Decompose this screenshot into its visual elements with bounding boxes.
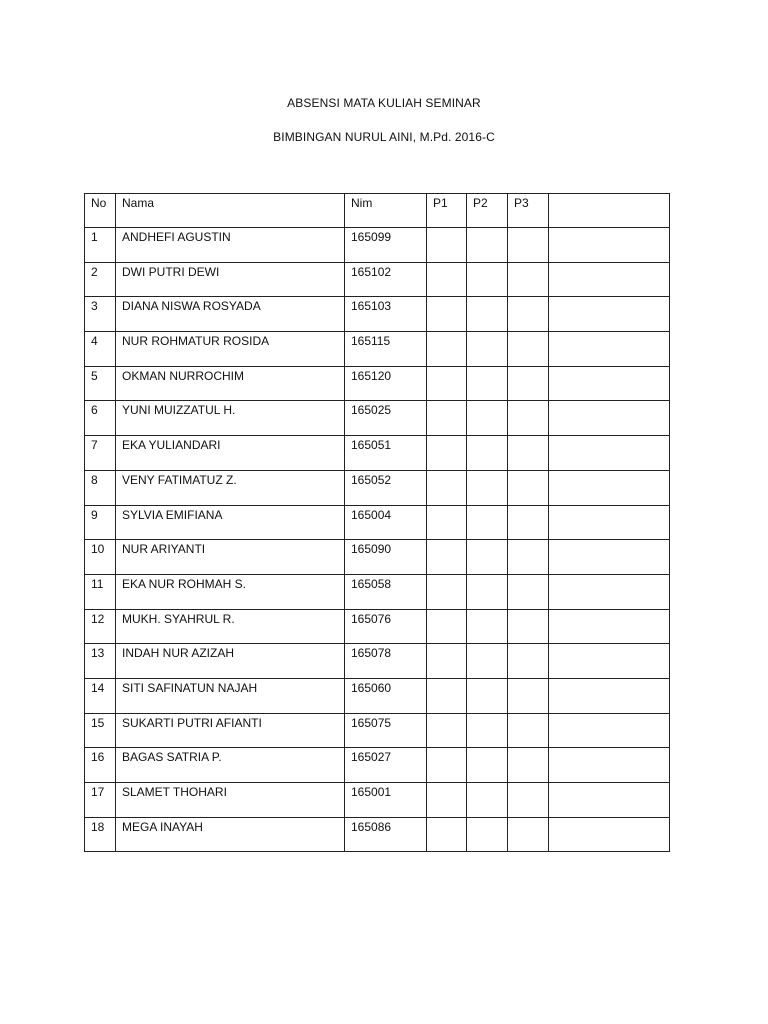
p1-attendance-cell bbox=[427, 713, 467, 748]
p3-attendance-cell bbox=[508, 574, 549, 609]
student-name-cell: DIANA NISWA ROSYADA bbox=[116, 297, 345, 332]
blank-cell bbox=[549, 540, 670, 575]
p2-attendance-cell bbox=[467, 748, 508, 783]
row-number-cell: 4 bbox=[85, 332, 116, 367]
p1-attendance-cell bbox=[427, 817, 467, 852]
p3-attendance-cell bbox=[508, 748, 549, 783]
p1-attendance-cell bbox=[427, 332, 467, 367]
table-row bbox=[85, 366, 670, 401]
p1-attendance-cell bbox=[427, 505, 467, 540]
student-name-cell: BAGAS SATRIA P. bbox=[116, 748, 345, 783]
table-row bbox=[85, 505, 670, 540]
header-p1: P1 bbox=[427, 194, 467, 228]
p3-attendance-cell bbox=[508, 817, 549, 852]
p1-attendance-cell bbox=[427, 228, 467, 263]
table-row bbox=[85, 644, 670, 679]
p1-attendance-cell bbox=[427, 366, 467, 401]
student-nim-cell: 165004 bbox=[345, 505, 427, 540]
p1-attendance-cell bbox=[427, 748, 467, 783]
p3-attendance-cell bbox=[508, 332, 549, 367]
table-header-row bbox=[85, 194, 670, 228]
p3-attendance-cell bbox=[508, 366, 549, 401]
p1-attendance-cell bbox=[427, 574, 467, 609]
blank-cell bbox=[549, 678, 670, 713]
header-p2: P2 bbox=[467, 194, 508, 228]
p2-attendance-cell bbox=[467, 366, 508, 401]
table-row bbox=[85, 609, 670, 644]
p2-attendance-cell bbox=[467, 817, 508, 852]
student-name-cell: INDAH NUR AZIZAH bbox=[116, 644, 345, 679]
row-number-cell: 5 bbox=[85, 366, 116, 401]
header-no: No bbox=[85, 194, 116, 228]
row-number-cell: 18 bbox=[85, 817, 116, 852]
header-p3: P3 bbox=[508, 194, 549, 228]
blank-cell bbox=[549, 228, 670, 263]
student-name-cell: ANDHEFI AGUSTIN bbox=[116, 228, 345, 263]
p3-attendance-cell bbox=[508, 505, 549, 540]
p3-attendance-cell bbox=[508, 470, 549, 505]
student-nim-cell: 165060 bbox=[345, 678, 427, 713]
attendance-table bbox=[84, 193, 670, 852]
p1-attendance-cell bbox=[427, 436, 467, 471]
blank-cell bbox=[549, 436, 670, 471]
student-name-cell: DWI PUTRI DEWI bbox=[116, 262, 345, 297]
p3-attendance-cell bbox=[508, 262, 549, 297]
p1-attendance-cell bbox=[427, 783, 467, 818]
student-name-cell: SLAMET THOHARI bbox=[116, 783, 345, 818]
p2-attendance-cell bbox=[467, 505, 508, 540]
student-nim-cell: 165099 bbox=[345, 228, 427, 263]
p2-attendance-cell bbox=[467, 297, 508, 332]
p3-attendance-cell bbox=[508, 644, 549, 679]
table-row bbox=[85, 262, 670, 297]
student-nim-cell: 165115 bbox=[345, 332, 427, 367]
row-number-cell: 2 bbox=[85, 262, 116, 297]
table-row bbox=[85, 401, 670, 436]
p1-attendance-cell bbox=[427, 644, 467, 679]
student-nim-cell: 165058 bbox=[345, 574, 427, 609]
blank-cell bbox=[549, 505, 670, 540]
row-number-cell: 14 bbox=[85, 678, 116, 713]
student-nim-cell: 165075 bbox=[345, 713, 427, 748]
blank-cell bbox=[549, 748, 670, 783]
p3-attendance-cell bbox=[508, 228, 549, 263]
table-row bbox=[85, 713, 670, 748]
student-name-cell: EKA YULIANDARI bbox=[116, 436, 345, 471]
table-row bbox=[85, 436, 670, 471]
row-number-cell: 1 bbox=[85, 228, 116, 263]
row-number-cell: 17 bbox=[85, 783, 116, 818]
p3-attendance-cell bbox=[508, 297, 549, 332]
student-nim-cell: 165027 bbox=[345, 748, 427, 783]
table-row bbox=[85, 540, 670, 575]
p1-attendance-cell bbox=[427, 297, 467, 332]
student-nim-cell: 165025 bbox=[345, 401, 427, 436]
student-nim-cell: 165102 bbox=[345, 262, 427, 297]
blank-cell bbox=[549, 470, 670, 505]
row-number-cell: 3 bbox=[85, 297, 116, 332]
p2-attendance-cell bbox=[467, 678, 508, 713]
table-row bbox=[85, 297, 670, 332]
blank-cell bbox=[549, 644, 670, 679]
table-row bbox=[85, 678, 670, 713]
student-name-cell: SYLVIA EMIFIANA bbox=[116, 505, 345, 540]
p2-attendance-cell bbox=[467, 332, 508, 367]
student-name-cell: SUKARTI PUTRI AFIANTI bbox=[116, 713, 345, 748]
student-nim-cell: 165052 bbox=[345, 470, 427, 505]
p1-attendance-cell bbox=[427, 609, 467, 644]
student-nim-cell: 165103 bbox=[345, 297, 427, 332]
p3-attendance-cell bbox=[508, 401, 549, 436]
row-number-cell: 13 bbox=[85, 644, 116, 679]
student-name-cell: NUR ROHMATUR ROSIDA bbox=[116, 332, 345, 367]
p2-attendance-cell bbox=[467, 574, 508, 609]
p2-attendance-cell bbox=[467, 644, 508, 679]
p2-attendance-cell bbox=[467, 609, 508, 644]
document-subtitle: BIMBINGAN NURUL AINI, M.Pd. 2016-C bbox=[273, 130, 495, 144]
p2-attendance-cell bbox=[467, 540, 508, 575]
p3-attendance-cell bbox=[508, 436, 549, 471]
table-row bbox=[85, 748, 670, 783]
row-number-cell: 11 bbox=[85, 574, 116, 609]
row-number-cell: 6 bbox=[85, 401, 116, 436]
student-name-cell: SITI SAFINATUN NAJAH bbox=[116, 678, 345, 713]
student-nim-cell: 165076 bbox=[345, 609, 427, 644]
p3-attendance-cell bbox=[508, 540, 549, 575]
row-number-cell: 15 bbox=[85, 713, 116, 748]
table-row bbox=[85, 783, 670, 818]
blank-cell bbox=[549, 297, 670, 332]
student-nim-cell: 165120 bbox=[345, 366, 427, 401]
student-name-cell: NUR ARIYANTI bbox=[116, 540, 345, 575]
student-name-cell: MEGA INAYAH bbox=[116, 817, 345, 852]
student-name-cell: YUNI MUIZZATUL H. bbox=[116, 401, 345, 436]
row-number-cell: 7 bbox=[85, 436, 116, 471]
student-nim-cell: 165051 bbox=[345, 436, 427, 471]
blank-cell bbox=[549, 332, 670, 367]
student-nim-cell: 165090 bbox=[345, 540, 427, 575]
p2-attendance-cell bbox=[467, 470, 508, 505]
student-name-cell: MUKH. SYAHRUL R. bbox=[116, 609, 345, 644]
table-row bbox=[85, 332, 670, 367]
p3-attendance-cell bbox=[508, 783, 549, 818]
student-nim-cell: 165001 bbox=[345, 783, 427, 818]
p1-attendance-cell bbox=[427, 540, 467, 575]
student-name-cell: EKA NUR ROHMAH S. bbox=[116, 574, 345, 609]
blank-cell bbox=[549, 609, 670, 644]
document-title: ABSENSI MATA KULIAH SEMINAR bbox=[287, 96, 481, 110]
student-name-cell: VENY FATIMATUZ Z. bbox=[116, 470, 345, 505]
p2-attendance-cell bbox=[467, 262, 508, 297]
p2-attendance-cell bbox=[467, 713, 508, 748]
p2-attendance-cell bbox=[467, 401, 508, 436]
header-blank bbox=[549, 194, 670, 228]
blank-cell bbox=[549, 366, 670, 401]
p1-attendance-cell bbox=[427, 401, 467, 436]
row-number-cell: 8 bbox=[85, 470, 116, 505]
table-row bbox=[85, 574, 670, 609]
row-number-cell: 16 bbox=[85, 748, 116, 783]
blank-cell bbox=[549, 262, 670, 297]
row-number-cell: 9 bbox=[85, 505, 116, 540]
p2-attendance-cell bbox=[467, 783, 508, 818]
p2-attendance-cell bbox=[467, 436, 508, 471]
blank-cell bbox=[549, 574, 670, 609]
blank-cell bbox=[549, 783, 670, 818]
p1-attendance-cell bbox=[427, 678, 467, 713]
blank-cell bbox=[549, 713, 670, 748]
header-nama: Nama bbox=[116, 194, 345, 228]
row-number-cell: 10 bbox=[85, 540, 116, 575]
row-number-cell: 12 bbox=[85, 609, 116, 644]
p3-attendance-cell bbox=[508, 678, 549, 713]
blank-cell bbox=[549, 401, 670, 436]
student-name-cell: OKMAN NURROCHIM bbox=[116, 366, 345, 401]
student-nim-cell: 165086 bbox=[345, 817, 427, 852]
student-nim-cell: 165078 bbox=[345, 644, 427, 679]
table-row bbox=[85, 817, 670, 852]
p1-attendance-cell bbox=[427, 262, 467, 297]
table-row bbox=[85, 470, 670, 505]
header-nim: Nim bbox=[345, 194, 427, 228]
table-body bbox=[85, 228, 670, 852]
p2-attendance-cell bbox=[467, 228, 508, 263]
p3-attendance-cell bbox=[508, 609, 549, 644]
blank-cell bbox=[549, 817, 670, 852]
table-row bbox=[85, 228, 670, 263]
p3-attendance-cell bbox=[508, 713, 549, 748]
p1-attendance-cell bbox=[427, 470, 467, 505]
